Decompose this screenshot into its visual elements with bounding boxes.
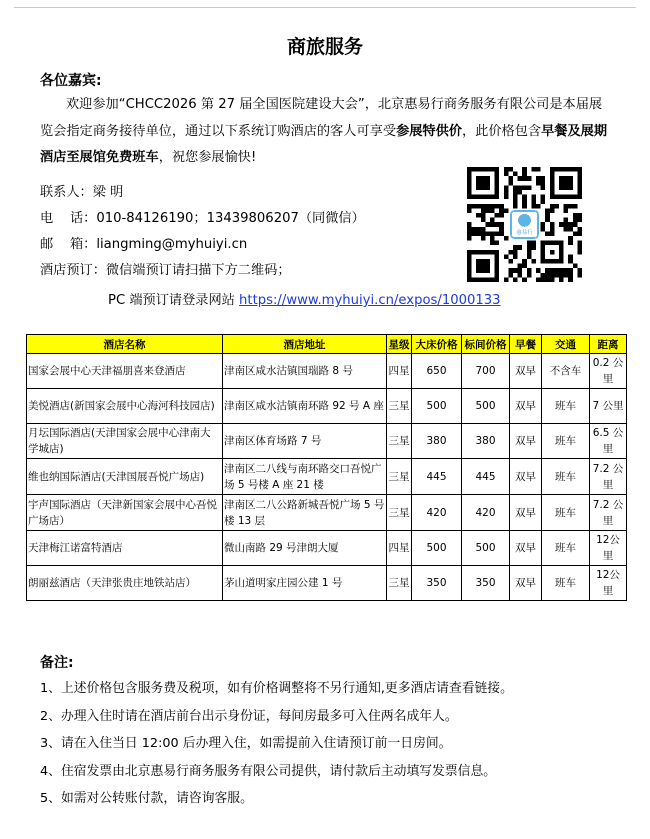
column-header: 酒店地址 bbox=[223, 335, 387, 354]
table-cell: 宇声国际酒店（天津新国家会展中心吾悦广场店） bbox=[27, 495, 223, 531]
list-item: 3、请在入住当日 12:00 后办理入住，如需提前入住请预订前一日房间。 bbox=[40, 736, 452, 751]
table-cell: 美悦酒店(新国家会展中心海河科技园店) bbox=[27, 389, 223, 424]
table-cell: 7 公里 bbox=[590, 389, 627, 424]
contact-phone: 电 话：010-84126190；13439806207（同微信） bbox=[40, 211, 365, 226]
table-cell: 双早 bbox=[510, 354, 542, 389]
greeting: 各位嘉宾: bbox=[40, 73, 102, 89]
table-cell: 四星 bbox=[387, 354, 412, 389]
table-cell: 津南区二八线与南环路交口吾悦广场 5 号楼 A 座 21 楼 bbox=[223, 459, 387, 495]
intro-paragraph bbox=[40, 92, 610, 172]
table-cell: 班车 bbox=[542, 566, 590, 601]
table-cell: 350 bbox=[462, 566, 510, 601]
table-cell: 三星 bbox=[387, 495, 412, 531]
table-cell: 双早 bbox=[510, 424, 542, 459]
booking-website-link[interactable]: https://www.myhuiyi.cn/expos/1000133 bbox=[239, 293, 501, 308]
table-cell: 500 bbox=[412, 389, 462, 424]
table-cell: 12公里 bbox=[590, 566, 627, 601]
pc-booking-line bbox=[108, 289, 501, 308]
intro-highlight-shuttle: 早餐及展期酒店至展馆免费班车 bbox=[40, 123, 608, 165]
table-cell: 津南区二八公路新城吾悦广场 5 号楼 13 层 bbox=[223, 495, 387, 531]
table-cell: 420 bbox=[462, 495, 510, 531]
table-cell: 12公里 bbox=[590, 531, 627, 566]
list-item: 2、办理入住时请在酒店前台出示身份证，每间房最多可入住两名成年人。 bbox=[40, 708, 458, 724]
table-cell: 茅山道明家庄园公建 1 号 bbox=[223, 566, 387, 601]
intro-highlight-price: 参展特供价 bbox=[396, 123, 462, 139]
table-cell: 三星 bbox=[387, 459, 412, 495]
table-cell: 500 bbox=[412, 531, 462, 566]
table-cell: 380 bbox=[412, 424, 462, 459]
intro-text-3: ，祝您参展愉快! bbox=[158, 150, 257, 165]
column-header: 早餐 bbox=[510, 335, 542, 354]
table-cell: 三星 bbox=[387, 566, 412, 601]
column-header: 距离 bbox=[590, 335, 627, 354]
table-cell: 350 bbox=[412, 566, 462, 601]
booking-instruction: 酒店预订：微信端预订请扫描下方二维码； bbox=[40, 263, 291, 278]
table-header-row bbox=[27, 335, 627, 354]
table-cell: 445 bbox=[462, 459, 510, 495]
table-cell: 班车 bbox=[542, 459, 590, 495]
table-cell: 双早 bbox=[510, 389, 542, 424]
page-title: 商旅服务 bbox=[286, 36, 363, 58]
column-header: 星级 bbox=[387, 335, 412, 354]
table-cell: 班车 bbox=[542, 389, 590, 424]
qr-logo-text: 惠易行 bbox=[516, 230, 533, 237]
table-cell: 班车 bbox=[542, 424, 590, 459]
table-cell: 500 bbox=[462, 531, 510, 566]
table-row bbox=[27, 566, 627, 601]
qr-code-image bbox=[467, 167, 582, 282]
table-cell: 不含车 bbox=[542, 354, 590, 389]
table-cell: 双早 bbox=[510, 566, 542, 601]
table-cell: 7.2 公里 bbox=[590, 495, 627, 531]
contact-email: 邮 箱：liangming@myhuiyi.cn bbox=[40, 237, 248, 252]
list-item: 5、如需对公转账付款，请咨询客服。 bbox=[40, 791, 253, 806]
notes-title: 备注: bbox=[40, 655, 74, 671]
table-cell: 6.5 公里 bbox=[590, 424, 627, 459]
table-cell: 700 bbox=[462, 354, 510, 389]
table-cell: 三星 bbox=[387, 424, 412, 459]
table-cell: 四星 bbox=[387, 531, 412, 566]
table-row bbox=[27, 531, 627, 566]
table-cell: 双早 bbox=[510, 495, 542, 531]
table-cell: 天津梅江诺富特酒店 bbox=[27, 531, 223, 566]
table-cell: 三星 bbox=[387, 389, 412, 424]
logo-icon bbox=[518, 214, 531, 227]
notes-list bbox=[40, 675, 513, 813]
hotel-table bbox=[26, 334, 627, 601]
table-cell: 班车 bbox=[542, 531, 590, 566]
pc-booking-label: PC 端预订请登录网站 bbox=[108, 293, 240, 308]
table-cell: 维也纳国际酒店(天津国展吾悦广场店) bbox=[27, 459, 223, 495]
table-cell: 班车 bbox=[542, 495, 590, 531]
table-cell: 微山南路 29 号津朗大厦 bbox=[223, 531, 387, 566]
table-cell: 国家会展中心天津福朋喜来登酒店 bbox=[27, 354, 223, 389]
table-row bbox=[27, 495, 627, 531]
table-cell: 朗丽兹酒店（天津张贵庄地铁站店） bbox=[27, 566, 223, 601]
wechat-qr-code bbox=[467, 167, 582, 282]
list-item: 1、上述价格包含服务费及税项，如有价格调整将不另行通知,更多酒店请查看链接。 bbox=[40, 681, 513, 696]
table-cell: 津南区体育场路 7 号 bbox=[223, 424, 387, 459]
table-cell: 津南区咸水沽镇南环路 92 号 A 座 bbox=[223, 389, 387, 424]
column-header: 标间价格 bbox=[462, 335, 510, 354]
table-row bbox=[27, 389, 627, 424]
intro-text-2: ，此价格包含 bbox=[462, 123, 542, 139]
table-cell: 420 bbox=[412, 495, 462, 531]
table-cell: 445 bbox=[412, 459, 462, 495]
table-cell: 月坛国际酒店(天津国家会展中心津南大学城店) bbox=[27, 424, 223, 459]
column-header: 酒店名称 bbox=[27, 335, 223, 354]
table-row bbox=[27, 424, 627, 459]
table-cell: 7.2 公里 bbox=[590, 459, 627, 495]
table-cell: 双早 bbox=[510, 531, 542, 566]
header-divider bbox=[14, 7, 636, 8]
table-cell: 0.2 公里 bbox=[590, 354, 627, 389]
table-row bbox=[27, 354, 627, 389]
table-cell: 津南区咸水沽镇国瑞路 8 号 bbox=[223, 354, 387, 389]
list-item: 4、住宿发票由北京惠易行商务服务有限公司提供，请付款后主动填写发票信息。 bbox=[40, 763, 497, 779]
table-cell: 双早 bbox=[510, 459, 542, 495]
table-cell: 380 bbox=[462, 424, 510, 459]
intro-text-1: 欢迎参加“CHCC2026 第 27 届全国医院建设大会”，北京惠易行商务服务有限公司是本届展览会指定商务接待单位，通过以下系统订购酒店的客人可享受 bbox=[40, 97, 603, 139]
table-row bbox=[27, 459, 627, 495]
column-header: 大床价格 bbox=[412, 335, 462, 354]
table-cell: 650 bbox=[412, 354, 462, 389]
contact-person: 联系人：梁 明 bbox=[40, 185, 124, 200]
table-cell: 500 bbox=[462, 389, 510, 424]
column-header: 交通 bbox=[542, 335, 590, 354]
